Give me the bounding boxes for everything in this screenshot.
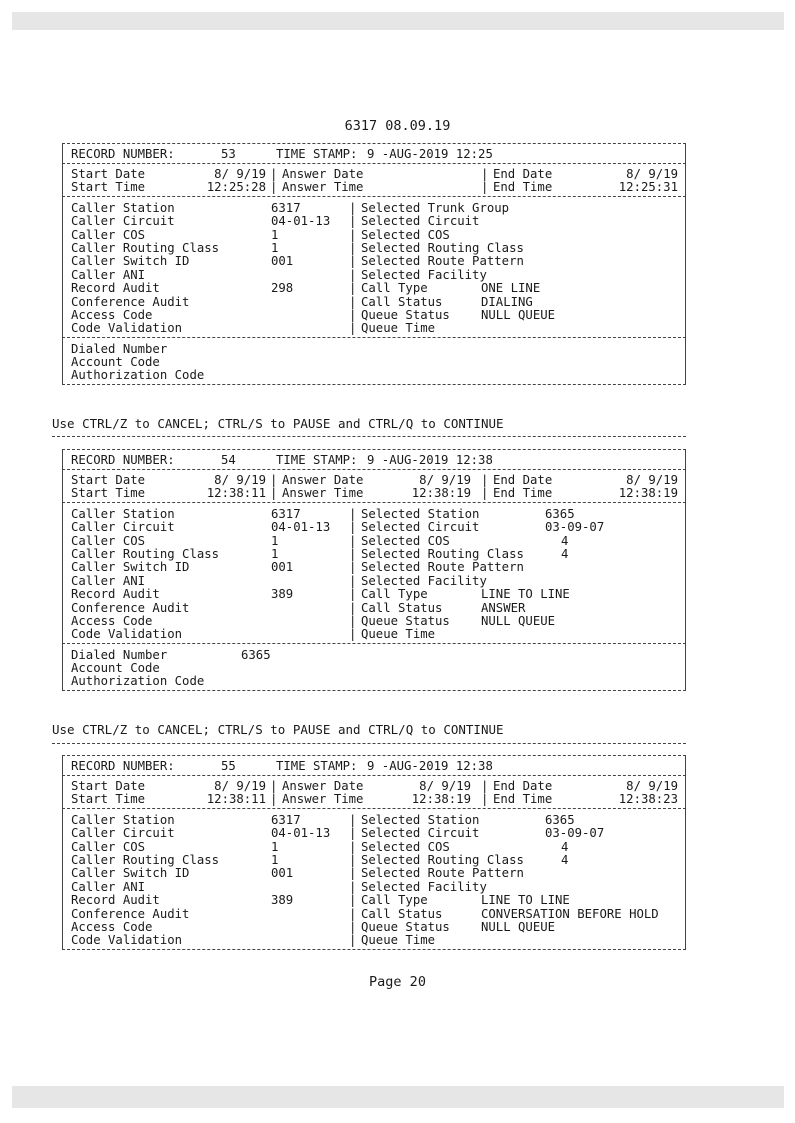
dial-section <box>62 643 686 691</box>
record-header <box>62 755 686 775</box>
end-time: 12:25:31 <box>618 180 678 195</box>
call-status: ANSWER <box>481 600 526 615</box>
selected-circuit: 03-09-07 <box>545 826 605 841</box>
selected-route-pattern-label: Selected Route Pattern <box>361 866 524 881</box>
record-number-label: RECORD NUMBER: <box>71 759 175 773</box>
divider: | <box>270 167 278 181</box>
scan-bottom-band <box>12 1086 784 1108</box>
divider: | <box>349 839 357 854</box>
access-code-label: Access Code <box>71 919 153 934</box>
end-time-label: End Time <box>493 792 553 807</box>
caller-switch-id: 001 <box>271 254 294 269</box>
divider: | <box>349 906 357 921</box>
caller-circuit-label: Caller Circuit <box>71 826 175 841</box>
divider: | <box>270 779 278 793</box>
queue-status: NULL QUEUE <box>481 613 556 628</box>
divider: | <box>349 200 357 215</box>
record-audit-label: Record Audit <box>71 281 160 296</box>
time-stamp-label: TIME STAMP: <box>276 453 358 467</box>
selected-circuit-label: Selected Circuit <box>361 214 480 229</box>
record-header <box>62 449 686 469</box>
start-time-label: Start Time <box>71 486 146 501</box>
caller-cos-label: Caller COS <box>71 227 146 242</box>
answer-time: 12:38:19 <box>411 792 471 807</box>
selected-cos-label: Selected COS <box>361 839 450 854</box>
answer-time-label: Answer Time <box>282 486 364 501</box>
call-record <box>62 449 686 691</box>
divider: | <box>270 792 278 807</box>
first-selected-label: Selected Trunk Group <box>361 200 510 215</box>
selected-cos: 4 <box>561 839 569 854</box>
answer-date-label: Answer Date <box>282 167 364 181</box>
queue-status: NULL QUEUE <box>481 307 556 322</box>
account-code-label: Account Code <box>71 661 160 676</box>
divider: | <box>349 600 357 615</box>
answer-date-label: Answer Date <box>282 473 364 487</box>
divider: | <box>349 214 357 229</box>
divider: | <box>349 227 357 242</box>
selected-route-pattern-label: Selected Route Pattern <box>361 560 524 575</box>
record-audit: 389 <box>271 893 294 908</box>
end-date: 8/ 9/19 <box>626 779 678 793</box>
caller-routing-class-label: Caller Routing Class <box>71 546 220 561</box>
caller-station-label: Caller Station <box>71 812 175 827</box>
separator <box>52 743 686 744</box>
caller-ani-label: Caller ANI <box>71 573 146 588</box>
divider: | <box>349 520 357 535</box>
code-validation-label: Code Validation <box>71 933 183 948</box>
caller-circuit: 04-01-13 <box>271 214 331 229</box>
instruction-line: Use CTRL/Z to CANCEL; CTRL/S to PAUSE and CTRL/Q to CONTINUE <box>52 416 504 431</box>
divider: | <box>270 180 278 195</box>
caller-station-label: Caller Station <box>71 200 175 215</box>
call-record <box>62 143 686 385</box>
divider: | <box>349 587 357 602</box>
divider: | <box>349 613 357 628</box>
selected-circuit: 03-09-07 <box>545 520 605 535</box>
time-stamp-label: TIME STAMP: <box>276 759 358 773</box>
scan-top-band <box>12 12 784 30</box>
divider: | <box>349 533 357 548</box>
time-stamp: 9 -AUG-2019 12:25 <box>367 147 493 161</box>
answer-time: 12:38:19 <box>411 486 471 501</box>
call-type: ONE LINE <box>481 281 541 296</box>
end-time: 12:38:23 <box>618 792 678 807</box>
selected-routing-class-label: Selected Routing Class <box>361 240 524 255</box>
queue-status: NULL QUEUE <box>481 919 556 934</box>
time-stamp: 9 -AUG-2019 12:38 <box>367 759 493 773</box>
selected-first-value: 6365 <box>545 812 575 827</box>
selected-circuit-label: Selected Circuit <box>361 520 480 535</box>
dialed-number: 6365 <box>241 647 271 662</box>
divider: | <box>349 506 357 521</box>
start-date-label: Start Date <box>71 473 146 487</box>
caller-switch-id: 001 <box>271 866 294 881</box>
call-type-label: Call Type <box>361 587 428 602</box>
divider: | <box>349 321 357 336</box>
conference-audit-label: Conference Audit <box>71 906 190 921</box>
record-audit: 298 <box>271 281 294 296</box>
access-code-label: Access Code <box>71 613 153 628</box>
divider: | <box>481 779 489 793</box>
conference-audit-label: Conference Audit <box>71 294 190 309</box>
caller-cos: 1 <box>271 533 279 548</box>
answer-time-label: Answer Time <box>282 180 364 195</box>
divider: | <box>349 866 357 881</box>
end-date-label: End Date <box>493 779 553 793</box>
divider: | <box>270 486 278 501</box>
selected-facility-label: Selected Facility <box>361 267 487 282</box>
answer-date: 8/ 9/19 <box>419 779 471 793</box>
end-time-label: End Time <box>493 180 553 195</box>
divider: | <box>349 267 357 282</box>
selected-cos-label: Selected COS <box>361 533 450 548</box>
end-date-label: End Date <box>493 167 553 181</box>
call-type-label: Call Type <box>361 893 428 908</box>
divider: | <box>349 879 357 894</box>
selected-cos: 4 <box>561 533 569 548</box>
caller-circuit: 04-01-13 <box>271 520 331 535</box>
call-type: LINE TO LINE <box>481 893 570 908</box>
caller-switch-id-label: Caller Switch ID <box>71 866 190 881</box>
divider: | <box>349 573 357 588</box>
record-audit-label: Record Audit <box>71 587 160 602</box>
authorization-code-label: Authorization Code <box>71 674 205 689</box>
call-record <box>62 755 686 950</box>
conference-audit-label: Conference Audit <box>71 600 190 615</box>
caller-routing-class-label: Caller Routing Class <box>71 852 220 867</box>
start-date-label: Start Date <box>71 167 146 181</box>
caller-routing-class-label: Caller Routing Class <box>71 240 220 255</box>
selected-routing-class-label: Selected Routing Class <box>361 852 524 867</box>
answer-date: 8/ 9/19 <box>419 473 471 487</box>
caller-station: 6317 <box>271 506 301 521</box>
caller-station: 6317 <box>271 812 301 827</box>
answer-time-label: Answer Time <box>282 792 364 807</box>
selected-routing-class: 4 <box>561 852 569 867</box>
time-stamp-label: TIME STAMP: <box>276 147 358 161</box>
separator <box>52 436 686 437</box>
queue-status-label: Queue Status <box>361 307 450 322</box>
caller-cos-label: Caller COS <box>71 533 146 548</box>
start-time: 12:25:28 <box>206 180 266 195</box>
record-header <box>62 143 686 163</box>
dial-section <box>62 337 686 385</box>
account-code-label: Account Code <box>71 355 160 370</box>
divider: | <box>349 933 357 948</box>
record-number: 54 <box>221 453 236 467</box>
caller-circuit: 04-01-13 <box>271 826 331 841</box>
detail-section <box>62 808 686 950</box>
page-title: 6317 08.09.19 <box>344 118 451 134</box>
caller-cos: 1 <box>271 227 279 242</box>
detail-section <box>62 196 686 337</box>
divider: | <box>349 546 357 561</box>
call-status: CONVERSATION BEFORE HOLD <box>481 906 659 921</box>
caller-switch-id: 001 <box>271 560 294 575</box>
divider: | <box>349 627 357 642</box>
dates-section <box>62 469 686 502</box>
selected-route-pattern-label: Selected Route Pattern <box>361 254 524 269</box>
divider: | <box>349 812 357 827</box>
divider: | <box>481 473 489 487</box>
start-date: 8/ 9/19 <box>214 167 266 181</box>
call-status-label: Call Status <box>361 906 443 921</box>
start-date: 8/ 9/19 <box>214 779 266 793</box>
selected-cos-label: Selected COS <box>361 227 450 242</box>
answer-date-label: Answer Date <box>282 779 364 793</box>
end-time: 12:38:19 <box>618 486 678 501</box>
queue-status-label: Queue Status <box>361 613 450 628</box>
divider: | <box>349 919 357 934</box>
divider: | <box>481 792 489 807</box>
caller-switch-id-label: Caller Switch ID <box>71 254 190 269</box>
access-code-label: Access Code <box>71 307 153 322</box>
end-date: 8/ 9/19 <box>626 167 678 181</box>
queue-status-label: Queue Status <box>361 919 450 934</box>
start-date: 8/ 9/19 <box>214 473 266 487</box>
caller-ani-label: Caller ANI <box>71 879 146 894</box>
dialed-number-label: Dialed Number <box>71 647 168 662</box>
divider: | <box>349 294 357 309</box>
caller-routing-class: 1 <box>271 240 279 255</box>
divider: | <box>270 473 278 487</box>
divider: | <box>349 560 357 575</box>
call-status: DIALING <box>481 294 533 309</box>
caller-switch-id-label: Caller Switch ID <box>71 560 190 575</box>
selected-routing-class-label: Selected Routing Class <box>361 546 524 561</box>
first-selected-label: Selected Station <box>361 812 480 827</box>
divider: | <box>349 307 357 322</box>
selected-facility-label: Selected Facility <box>361 573 487 588</box>
record-number: 53 <box>221 147 236 161</box>
caller-routing-class: 1 <box>271 546 279 561</box>
start-time-label: Start Time <box>71 180 146 195</box>
call-type: LINE TO LINE <box>481 587 570 602</box>
caller-cos-label: Caller COS <box>71 839 146 854</box>
call-type-label: Call Type <box>361 281 428 296</box>
dialed-number-label: Dialed Number <box>71 341 168 356</box>
caller-circuit-label: Caller Circuit <box>71 520 175 535</box>
start-date-label: Start Date <box>71 779 146 793</box>
queue-time-label: Queue Time <box>361 627 436 642</box>
caller-cos: 1 <box>271 839 279 854</box>
call-status-label: Call Status <box>361 294 443 309</box>
record-number-label: RECORD NUMBER: <box>71 147 175 161</box>
start-time: 12:38:11 <box>206 486 266 501</box>
record-number-label: RECORD NUMBER: <box>71 453 175 467</box>
caller-ani-label: Caller ANI <box>71 267 146 282</box>
selected-circuit-label: Selected Circuit <box>361 826 480 841</box>
start-time: 12:38:11 <box>206 792 266 807</box>
divider: | <box>349 254 357 269</box>
caller-station-label: Caller Station <box>71 506 175 521</box>
first-selected-label: Selected Station <box>361 506 480 521</box>
code-validation-label: Code Validation <box>71 627 183 642</box>
record-number: 55 <box>221 759 236 773</box>
caller-station: 6317 <box>271 200 301 215</box>
queue-time-label: Queue Time <box>361 933 436 948</box>
page-number: Page 20 <box>369 974 426 990</box>
selected-facility-label: Selected Facility <box>361 879 487 894</box>
time-stamp: 9 -AUG-2019 12:38 <box>367 453 493 467</box>
record-audit: 389 <box>271 587 294 602</box>
instruction-line: Use CTRL/Z to CANCEL; CTRL/S to PAUSE and CTRL/Q to CONTINUE <box>52 722 504 737</box>
start-time-label: Start Time <box>71 792 146 807</box>
selected-routing-class: 4 <box>561 546 569 561</box>
record-audit-label: Record Audit <box>71 893 160 908</box>
divider: | <box>349 826 357 841</box>
code-validation-label: Code Validation <box>71 321 183 336</box>
end-date-label: End Date <box>493 473 553 487</box>
authorization-code-label: Authorization Code <box>71 368 205 383</box>
end-time-label: End Time <box>493 486 553 501</box>
divider: | <box>481 167 489 181</box>
divider: | <box>481 486 489 501</box>
divider: | <box>349 240 357 255</box>
dates-section <box>62 775 686 808</box>
divider: | <box>481 180 489 195</box>
dates-section <box>62 163 686 196</box>
selected-first-value: 6365 <box>545 506 575 521</box>
caller-circuit-label: Caller Circuit <box>71 214 175 229</box>
divider: | <box>349 852 357 867</box>
detail-section <box>62 502 686 643</box>
divider: | <box>349 893 357 908</box>
divider: | <box>349 281 357 296</box>
call-status-label: Call Status <box>361 600 443 615</box>
queue-time-label: Queue Time <box>361 321 436 336</box>
caller-routing-class: 1 <box>271 852 279 867</box>
end-date: 8/ 9/19 <box>626 473 678 487</box>
